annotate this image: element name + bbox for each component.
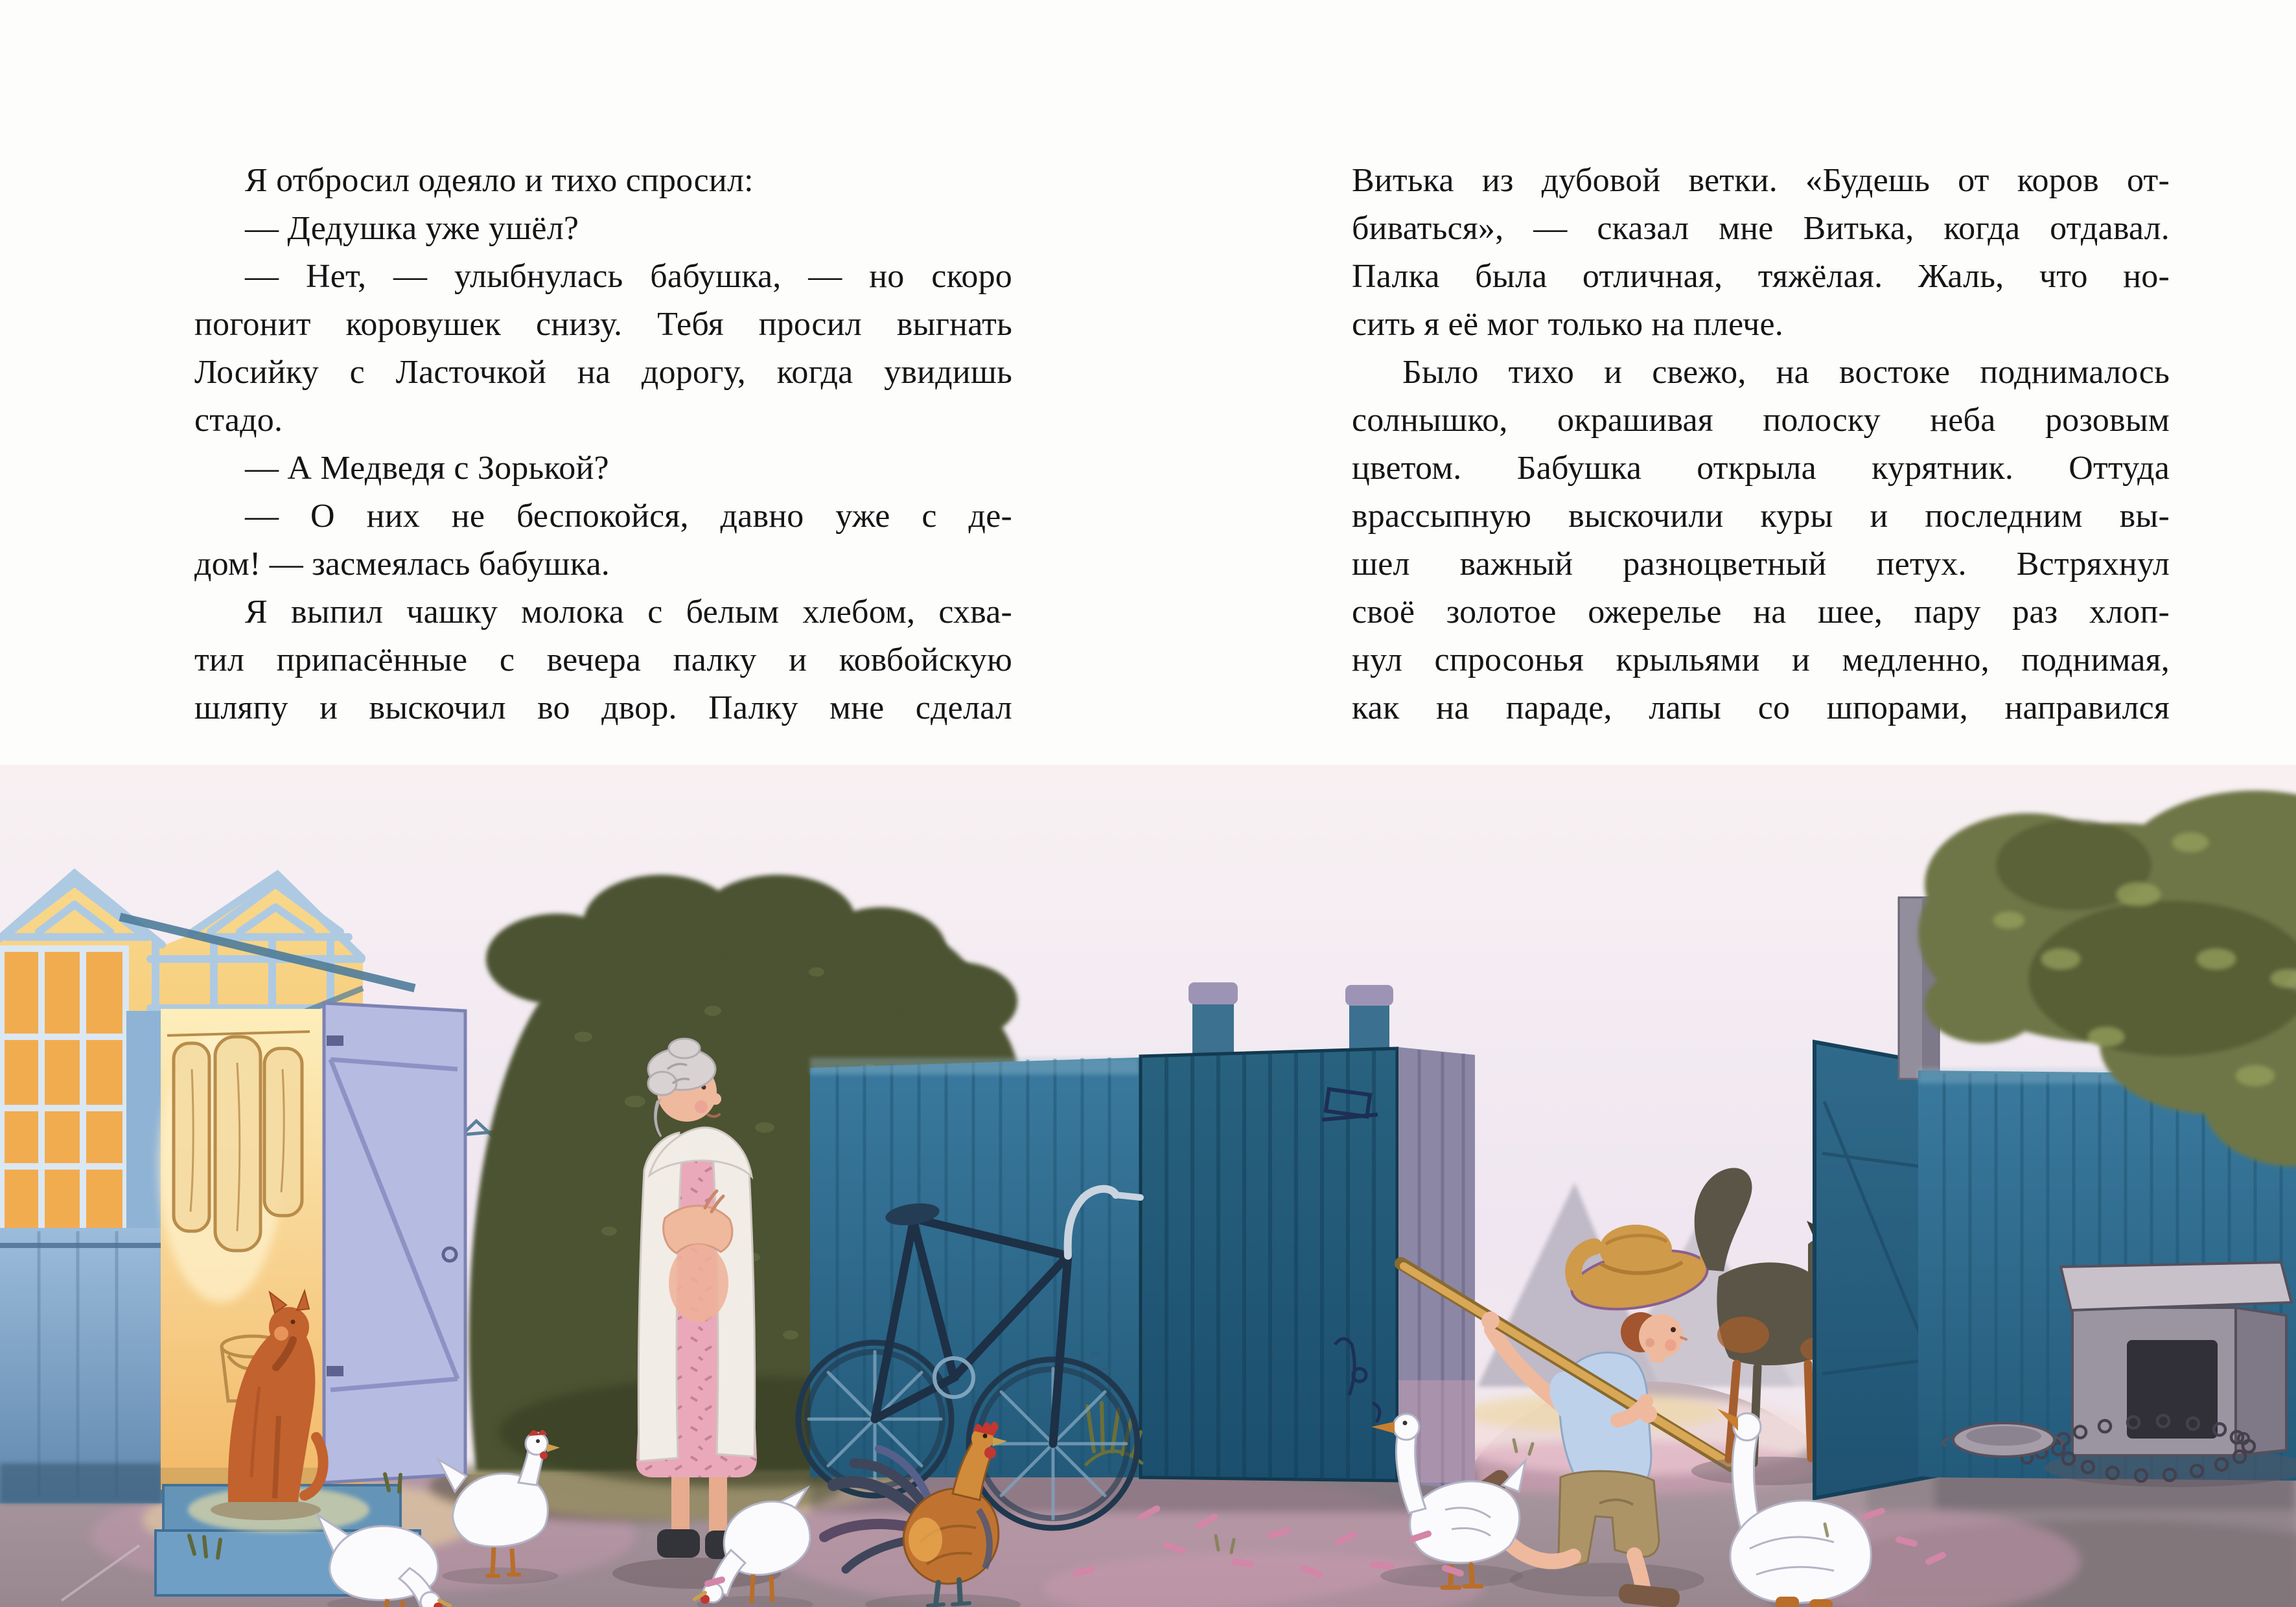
text-line: нул спросонья крыльями и медленно, поднимая, [1352, 642, 2170, 678]
text-line: Витька из дубовой ветки. «Будешь от коров от- [1352, 162, 2170, 199]
text-line: Я выпил чашку молока с белым хлебом, схва- [245, 594, 1012, 630]
text-line: — А Медведя с Зорькой? [245, 450, 609, 487]
text-line: — О них не беспокойся, давно уже с де- [245, 498, 1012, 535]
window [1, 949, 126, 1231]
open-door-leaf [324, 1003, 465, 1483]
text-line: погонит коровушек снизу. Тебя просил выгнать [194, 306, 1012, 343]
doghouse [2045, 1262, 2296, 1487]
text-line: — Дедушка уже ушёл? [245, 210, 579, 247]
text-line: — Нет, — улыбнулась бабушка, — но скоро [245, 258, 1012, 295]
boy-rear-hand [1481, 1312, 1500, 1330]
text-line: стадо. [194, 402, 283, 439]
grandma-leg [671, 1471, 690, 1536]
goose-head [1393, 1414, 1419, 1440]
right-page-text [1352, 157, 2170, 732]
text-line: Я отбросил одеяло и тихо спросил: [245, 162, 754, 199]
boy-front-hand [1639, 1405, 1657, 1423]
left-page-text [194, 157, 1012, 732]
farmyard-illustration [0, 765, 2296, 1607]
text-line: своё золотое ожерелье на шее, пару раз хлоп- [1352, 594, 2170, 630]
text-line: Было тихо и свежо, на востоке поднималось [1402, 354, 2170, 391]
boy-face [1639, 1314, 1683, 1358]
text-line: сить я её мог только на плече. [1352, 306, 1784, 343]
rooster-wattle-icon [984, 1447, 996, 1459]
grandma-shoe [657, 1529, 700, 1558]
text-line: цветом. Бабушка открыла курятник. Оттуда [1352, 450, 2170, 487]
text-line: биваться», — сказал мне Витька, когда отдавал. [1352, 210, 2170, 247]
text-line: дом! — засмеялась бабушка. [194, 546, 610, 583]
text-line: как на параде, лапы со шпорами, направился [1352, 689, 2170, 726]
text-line: солнышко, окрашивая полоску неба розовым [1352, 402, 2170, 439]
gate-right-leaf [1815, 1042, 1935, 1498]
text-line: шел важный разноцветный петух. Встряхнул [1352, 546, 2170, 583]
text-line: шляпу и выскочил во двор. Палку мне сделал [194, 689, 1012, 726]
house-wall [0, 1228, 162, 1503]
text-line: врассыпную выскочили куры и последним вы- [1352, 498, 2170, 535]
text-line: тил припасённые с вечера палку и ковбойскую [194, 642, 1012, 678]
text-line: Лосийку с Ласточкой на дорогу, когда увидишь [194, 354, 1012, 391]
text-line: Палка была отличная, тяжёлая. Жаль, что но- [1352, 258, 2170, 295]
grandma-leg [709, 1471, 727, 1536]
